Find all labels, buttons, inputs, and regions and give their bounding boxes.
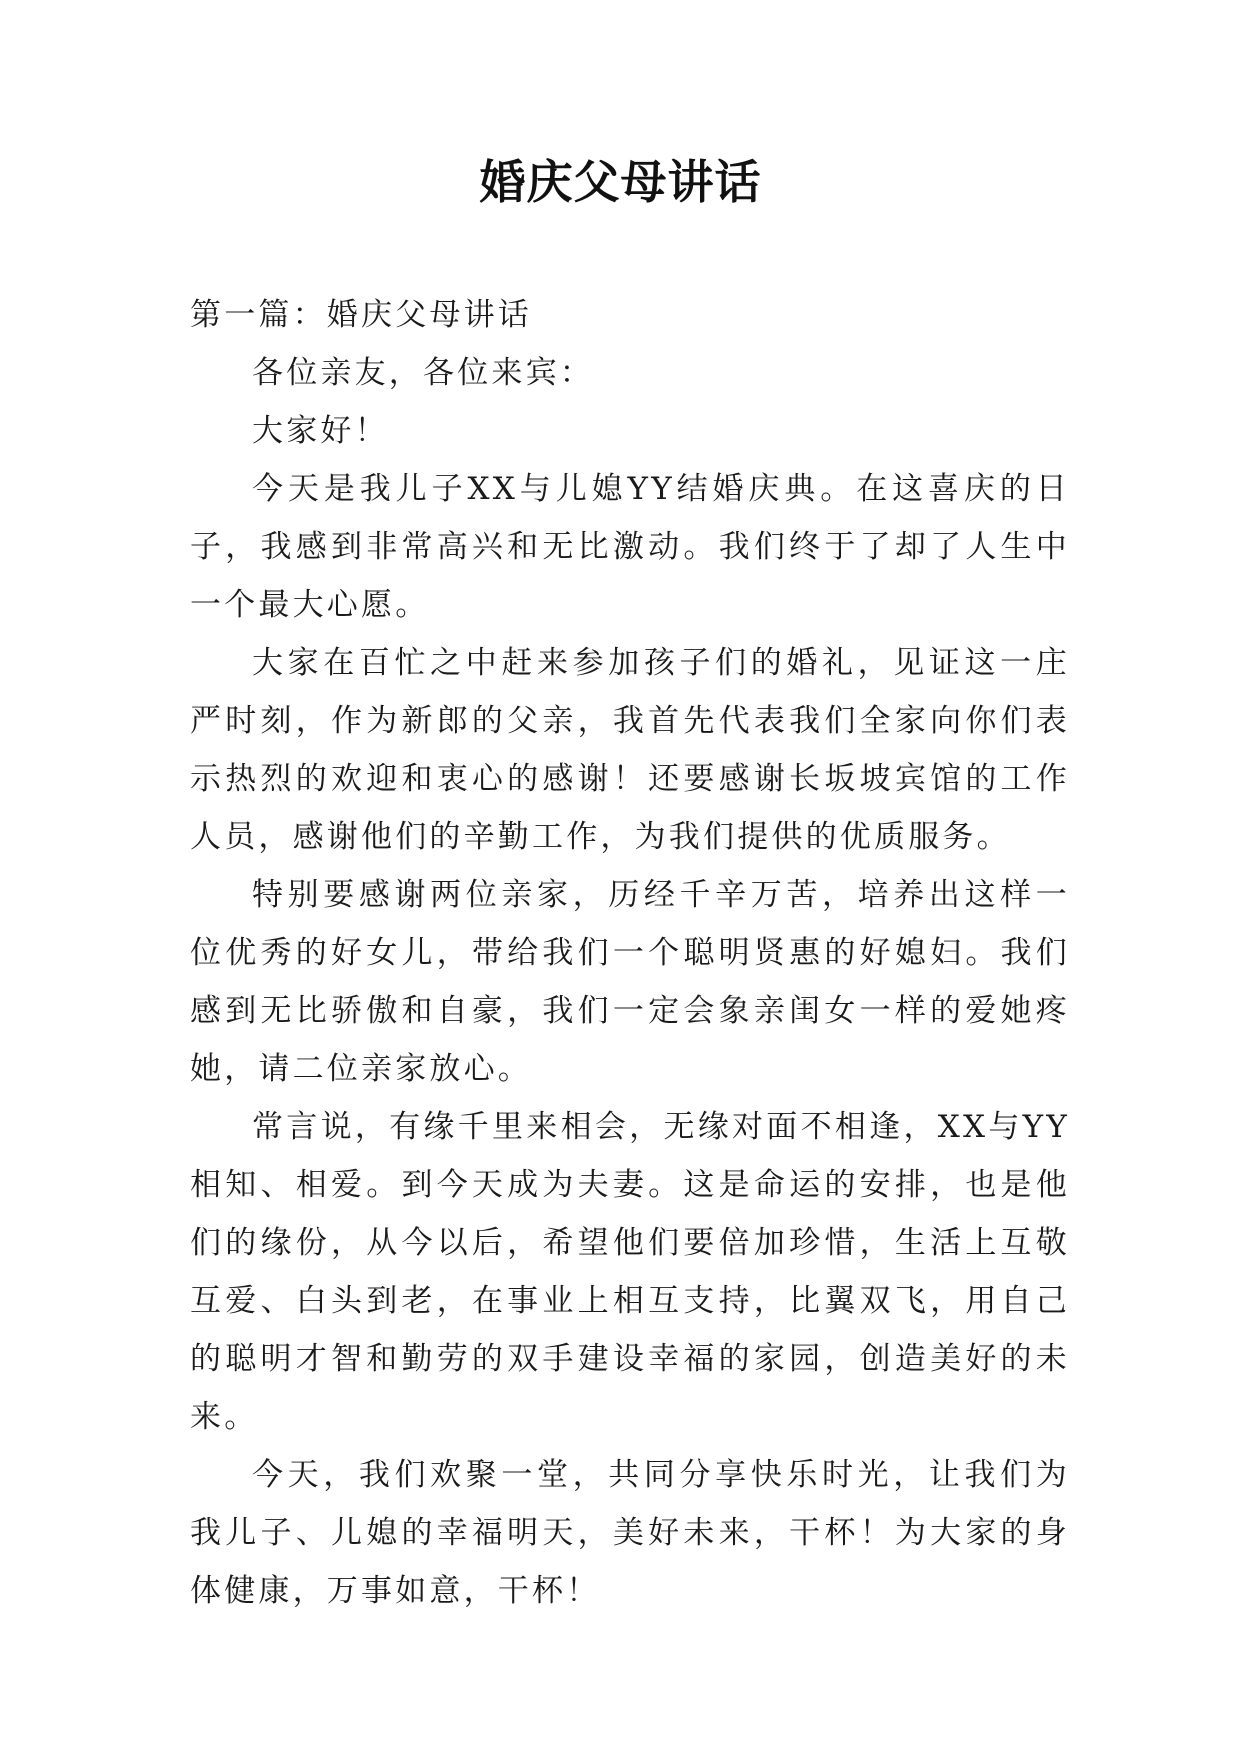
section-heading: 第一篇：婚庆父母讲话 xyxy=(190,297,532,333)
paragraph: 特别要感谢两位亲家，历经千辛万苦，培养出这样一位优秀的好女儿，带给我们一个聪明贤惠的好媳妇。我们感到无比骄傲和自豪，我们一定会象亲闺女一样的爱她疼她，请二位亲家放心。 xyxy=(190,877,1070,1087)
paragraph: 今天，我们欢聚一堂，共同分享快乐时光，让我们为我儿子、儿媳的幸福明天，美好未来，干杯！为大家的身体健康，万事如意，干杯！ xyxy=(190,1457,1070,1609)
paragraph: 今天是我儿子XX与儿媳YY结婚庆典。在这喜庆的日子，我感到非常高兴和无比激动。我们终于了却了人生中一个最大心愿。 xyxy=(190,471,1070,623)
document-body xyxy=(190,286,1070,1620)
greeting: 大家好！ xyxy=(252,413,389,449)
paragraph: 大家在百忙之中赶来参加孩子们的婚礼，见证这一庄严时刻，作为新郎的父亲，我首先代表我们全家向你们表示热烈的欢迎和衷心的感谢！还要感谢长坂坡宾馆的工作人员，感谢他们的辛勤工作，为我们提供的优质服务。 xyxy=(190,645,1070,855)
document-title: 婚庆父母讲话 xyxy=(479,155,762,209)
paragraph: 常言说，有缘千里来相会，无缘对面不相逢，XX与YY相知、相爱。到今天成为夫妻。这是命运的安排，也是他们的缘份，从今以后，希望他们要倍加珍惜，生活上互敬互爱、白头到老，在事业上相互支持，比翼双飞，用自己的聪明才智和勤劳的双手建设幸福的家园，创造美好的未来。 xyxy=(190,1109,1070,1435)
salutation: 各位亲友，各位来宾： xyxy=(252,355,594,391)
